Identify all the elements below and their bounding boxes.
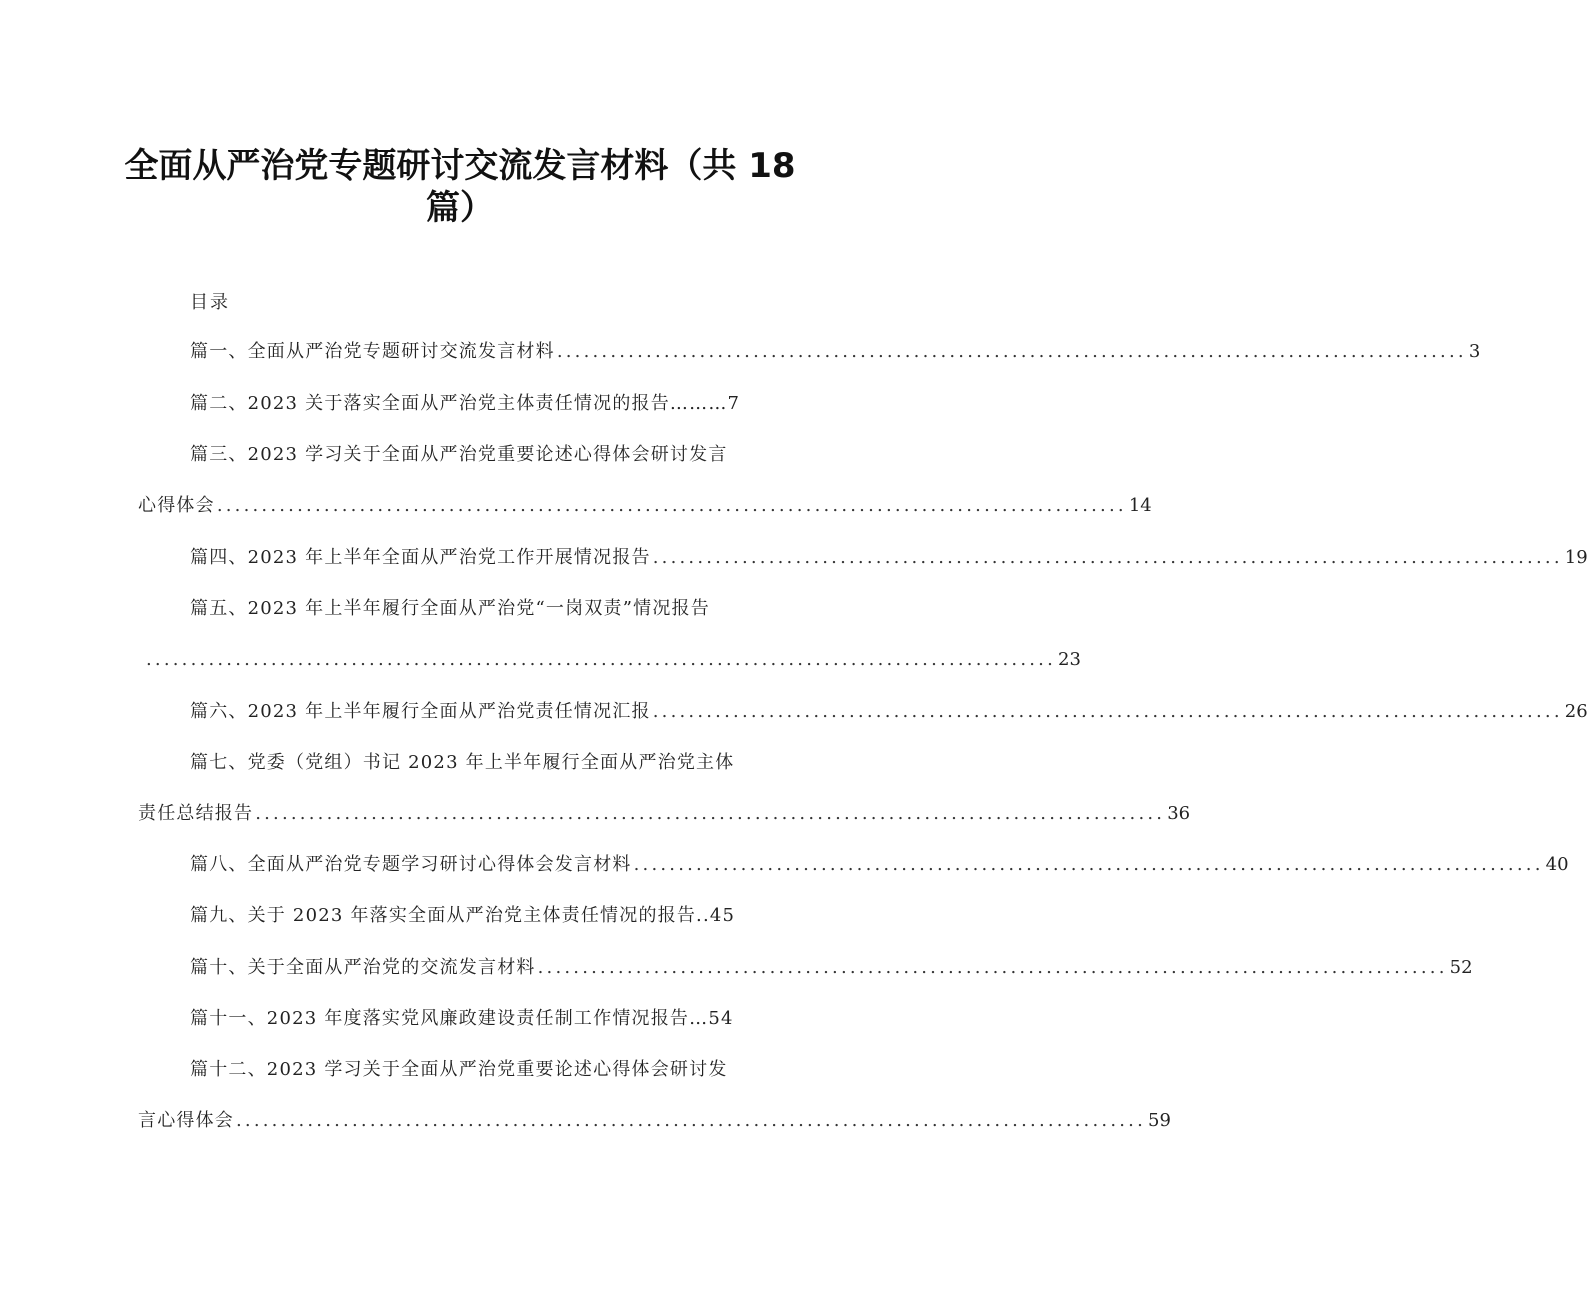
toc-entry-text-continued: 责任总结报告 bbox=[138, 803, 254, 824]
leader-dots: ...................................................................................................... bbox=[236, 1110, 1147, 1131]
toc-entry-4[interactable] bbox=[190, 546, 1588, 570]
toc-entry-page: 14 bbox=[1128, 495, 1152, 516]
toc-entry-text-continued: 心得体会 bbox=[138, 495, 215, 516]
toc-entry-text: 篇六、2023 年上半年履行全面从严治党责任情况汇报 bbox=[190, 701, 651, 722]
toc-entry-12[interactable] bbox=[190, 1058, 728, 1082]
toc-entry-6[interactable] bbox=[190, 700, 1588, 724]
toc-entry-3-continued[interactable] bbox=[138, 494, 1152, 518]
document-title: 全面从严治党专题研讨交流发言材料（共 18 bbox=[124, 146, 796, 186]
leader-dots: ...................................................................................................... bbox=[146, 649, 1057, 670]
toc-entry-page: 19 bbox=[1564, 547, 1588, 568]
leader-dots: ...................................................................................................... bbox=[537, 957, 1448, 978]
toc-entry-page: 26 bbox=[1564, 701, 1588, 722]
toc-entry-text: 篇十、关于全面从严治党的交流发言材料 bbox=[190, 957, 536, 978]
toc-entry-text: 篇十一、2023 年度落实党风廉政建设责任制工作情况报告…54 bbox=[190, 1008, 734, 1029]
toc-entry-7[interactable] bbox=[190, 751, 734, 775]
leader-dots: ...................................................................................................... bbox=[633, 854, 1544, 875]
toc-entry-text: 篇四、2023 年上半年全面从严治党工作开展情况报告 bbox=[190, 547, 651, 568]
toc-entry-page: 23 bbox=[1058, 649, 1081, 670]
toc-entry-text: 篇七、党委（党组）书记 2023 年上半年履行全面从严治党主体 bbox=[190, 752, 735, 773]
toc-entry-12-continued[interactable] bbox=[138, 1109, 1171, 1133]
toc-entry-text: 篇十二、2023 学习关于全面从严治党重要论述心得体会研讨发 bbox=[190, 1059, 728, 1080]
toc-entry-3[interactable] bbox=[190, 443, 728, 467]
toc-entry-page: 59 bbox=[1148, 1110, 1171, 1131]
toc-entry-5-continued[interactable] bbox=[144, 648, 1081, 672]
leader-dots: ...................................................................................................... bbox=[652, 701, 1563, 722]
toc-entry-9[interactable] bbox=[190, 904, 735, 928]
leader-dots: ...................................................................................................... bbox=[216, 495, 1127, 516]
toc-entry-page: 36 bbox=[1167, 803, 1191, 824]
toc-entry-text: 篇九、关于 2023 年落实全面从严治党主体责任情况的报告..45 bbox=[190, 905, 736, 926]
document-title-continued: 篇） bbox=[426, 188, 494, 228]
toc-entry-2[interactable] bbox=[190, 392, 740, 416]
leader-dots: ...................................................................................................... bbox=[556, 341, 1467, 362]
leader-dots: ...................................................................................................... bbox=[652, 547, 1563, 568]
toc-entry-11[interactable] bbox=[190, 1007, 734, 1031]
toc-entry-text: 篇八、全面从严治党专题学习研讨心得体会发言材料 bbox=[190, 854, 632, 875]
toc-entry-page: 52 bbox=[1449, 957, 1473, 978]
toc-heading: 目录 bbox=[190, 292, 230, 313]
toc-entry-page: 3 bbox=[1468, 341, 1481, 362]
toc-entry-text-continued: 言心得体会 bbox=[138, 1110, 234, 1131]
toc-entry-text: 篇一、全面从严治党专题研讨交流发言材料 bbox=[190, 341, 555, 362]
toc-entry-7-continued[interactable] bbox=[138, 802, 1191, 826]
leader-dots: ...................................................................................................... bbox=[255, 803, 1166, 824]
toc-entry-page: 40 bbox=[1545, 854, 1569, 875]
toc-entry-1[interactable] bbox=[190, 340, 1481, 364]
toc-entry-text: 篇二、2023 关于落实全面从严治党主体责任情况的报告………7 bbox=[190, 393, 741, 414]
toc-entry-text: 篇三、2023 学习关于全面从严治党重要论述心得体会研讨发言 bbox=[190, 444, 728, 465]
toc-entry-10[interactable] bbox=[190, 956, 1473, 980]
toc-entry-5[interactable] bbox=[190, 597, 710, 621]
toc-entry-text: 篇五、2023 年上半年履行全面从严治党“一岗双责”情况报告 bbox=[190, 598, 710, 619]
toc-entry-8[interactable] bbox=[190, 853, 1569, 877]
